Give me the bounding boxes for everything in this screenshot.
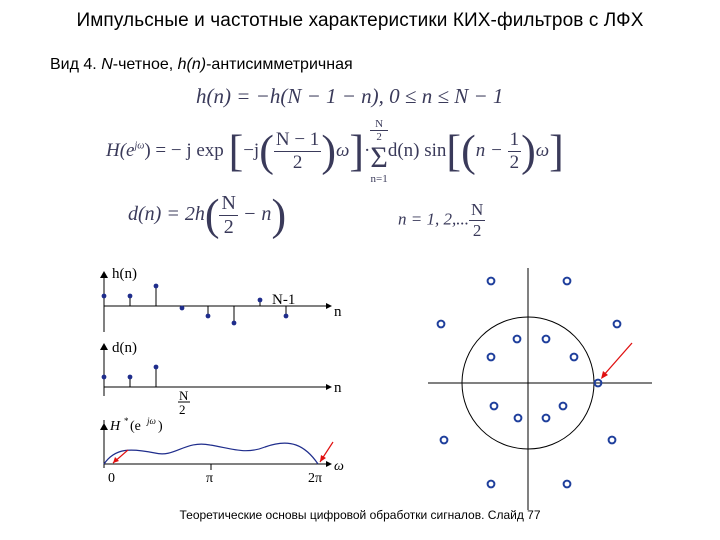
eq4-num: N xyxy=(470,200,484,219)
eq3-den: 2 xyxy=(223,216,234,238)
slide-footer: Теоретические основы цифровой обработки сигналов. Слайд 77 xyxy=(179,508,541,522)
H-star: * xyxy=(124,416,129,426)
zero-marker xyxy=(560,403,567,410)
H-sup: jω xyxy=(147,416,156,426)
eq2-minus-j: −j xyxy=(243,140,260,161)
h-sample-dot xyxy=(154,284,159,289)
sum-bottom: n=1 xyxy=(370,173,388,186)
d-axis-arrow-icon xyxy=(100,343,108,350)
zero-marker xyxy=(488,354,495,361)
eq3-num: N xyxy=(221,192,236,214)
eq2-omega-2: ω xyxy=(535,140,550,161)
bracket-left-2: [ xyxy=(446,126,462,176)
sum-top-2: 2 xyxy=(370,130,387,143)
h-sample-dot xyxy=(284,314,289,319)
slide-title: Импульсные и частотные характеристики КИХ-фильтров с ЛФХ xyxy=(76,10,644,31)
h-end-label: N-1 xyxy=(272,292,296,308)
bracket-right: ] xyxy=(349,126,365,176)
omega-label: ω xyxy=(334,459,344,474)
h-sample-dot xyxy=(232,321,237,326)
formula-frequency-response: $H(e^{j\omega})$ = − j exp [−j( $\frac{N - 1}{2}$ )ω]· N 2 Σ n=1d(n) sin[(n − $\frac{1}{2}$ )ω] xyxy=(106,118,564,186)
eq2-sup: jω xyxy=(134,140,145,152)
subtitle-h: h(n) xyxy=(177,56,207,73)
h-n-arrow-icon xyxy=(326,303,332,309)
sigma-icon: Σ xyxy=(370,141,388,175)
sum-top-n: N xyxy=(375,118,384,130)
eq2-term: d(n) sin xyxy=(387,140,447,161)
eq2-omega: ω xyxy=(335,140,350,161)
zero-marker xyxy=(543,336,550,343)
eq4-den: 2 xyxy=(472,221,482,240)
eq2-lhs: H(e xyxy=(106,140,135,161)
zero-marker xyxy=(609,437,616,444)
H-label: H xyxy=(110,419,121,434)
bracket-left: [ xyxy=(228,126,244,176)
paren-left: ( xyxy=(259,126,274,176)
h-plot xyxy=(100,266,342,332)
d-plot xyxy=(100,340,342,417)
d-sample-dot xyxy=(128,375,133,380)
paren-left-2: ( xyxy=(461,126,476,176)
d-label: d(n) xyxy=(112,340,137,356)
h-sample-dot xyxy=(206,314,211,319)
h-sample-dot xyxy=(258,298,263,303)
bracket-right-2: ] xyxy=(549,126,564,176)
H-pi: π xyxy=(206,471,214,486)
d-stems xyxy=(102,365,159,387)
d-mark-2: 2 xyxy=(179,402,186,417)
d-mark-n: N xyxy=(179,388,189,403)
zero-marker xyxy=(515,415,522,422)
formula-symmetry-text: h(n) = −h(N − 1 − n), 0 ≤ n ≤ N − 1 xyxy=(196,84,504,108)
eq3-lhs: d(n) = 2h xyxy=(128,203,205,226)
eq3-paren-left: ( xyxy=(204,190,220,240)
zero-marker xyxy=(514,336,521,343)
h-sample-dot xyxy=(128,294,133,299)
H-arg: (e xyxy=(130,419,141,434)
zero-plot xyxy=(428,268,652,510)
paren-right: ) xyxy=(321,126,336,176)
zero-marker xyxy=(614,321,621,328)
H-zero: 0 xyxy=(108,471,115,486)
eq2-mid: ) = − j exp xyxy=(144,140,224,161)
zero-marker xyxy=(488,278,495,285)
H-2pi: 2π xyxy=(308,471,323,486)
zero-arrow-circle xyxy=(603,343,632,376)
eq4-lhs: n = 1, 2,... xyxy=(398,209,469,229)
d-n-arrow-icon xyxy=(326,384,332,390)
h-axis-label: n xyxy=(334,304,342,320)
omega-arrow-icon xyxy=(326,461,332,467)
zero-marker xyxy=(491,403,498,410)
zero-marker xyxy=(543,415,550,422)
zero-marker xyxy=(564,481,571,488)
zero-marker xyxy=(441,437,448,444)
subtitle-mid: -четное, xyxy=(112,56,178,73)
zero-marker xyxy=(488,481,495,488)
frac-den: 2 xyxy=(292,152,303,174)
H-close: ) xyxy=(158,419,163,434)
frac-num: N − 1 xyxy=(275,129,320,151)
amplitude-response-plot xyxy=(100,416,344,486)
h-sample-dot xyxy=(180,306,185,311)
subtitle-suffix: -антисимметричная xyxy=(206,56,353,73)
red-arrow-head-icon-2 xyxy=(320,455,326,462)
eq3-minus-n: − n xyxy=(242,203,272,226)
h-axis-arrow-icon xyxy=(100,271,108,278)
amplitude-curve xyxy=(104,443,318,464)
eq2-n-minus: n − xyxy=(475,140,503,161)
zero-marker xyxy=(438,321,445,328)
h-stems xyxy=(102,284,289,326)
d-sample-dot xyxy=(154,365,159,370)
paren-right-2: ) xyxy=(521,126,536,176)
subtitle-n: N xyxy=(101,56,113,73)
zero-marker xyxy=(571,354,578,361)
zero-marker xyxy=(564,278,571,285)
subtitle-prefix: Вид 4. xyxy=(50,56,102,73)
h-sample-dot xyxy=(102,294,107,299)
H-axis-arrow-icon xyxy=(100,423,108,430)
d-axis-label: n xyxy=(334,380,342,396)
d-sample-dot xyxy=(102,375,107,380)
frac-one: 1 xyxy=(509,129,520,151)
frac-two: 2 xyxy=(509,152,520,174)
h-label: h(n) xyxy=(112,266,137,282)
eq3-paren-right: ) xyxy=(271,190,287,240)
